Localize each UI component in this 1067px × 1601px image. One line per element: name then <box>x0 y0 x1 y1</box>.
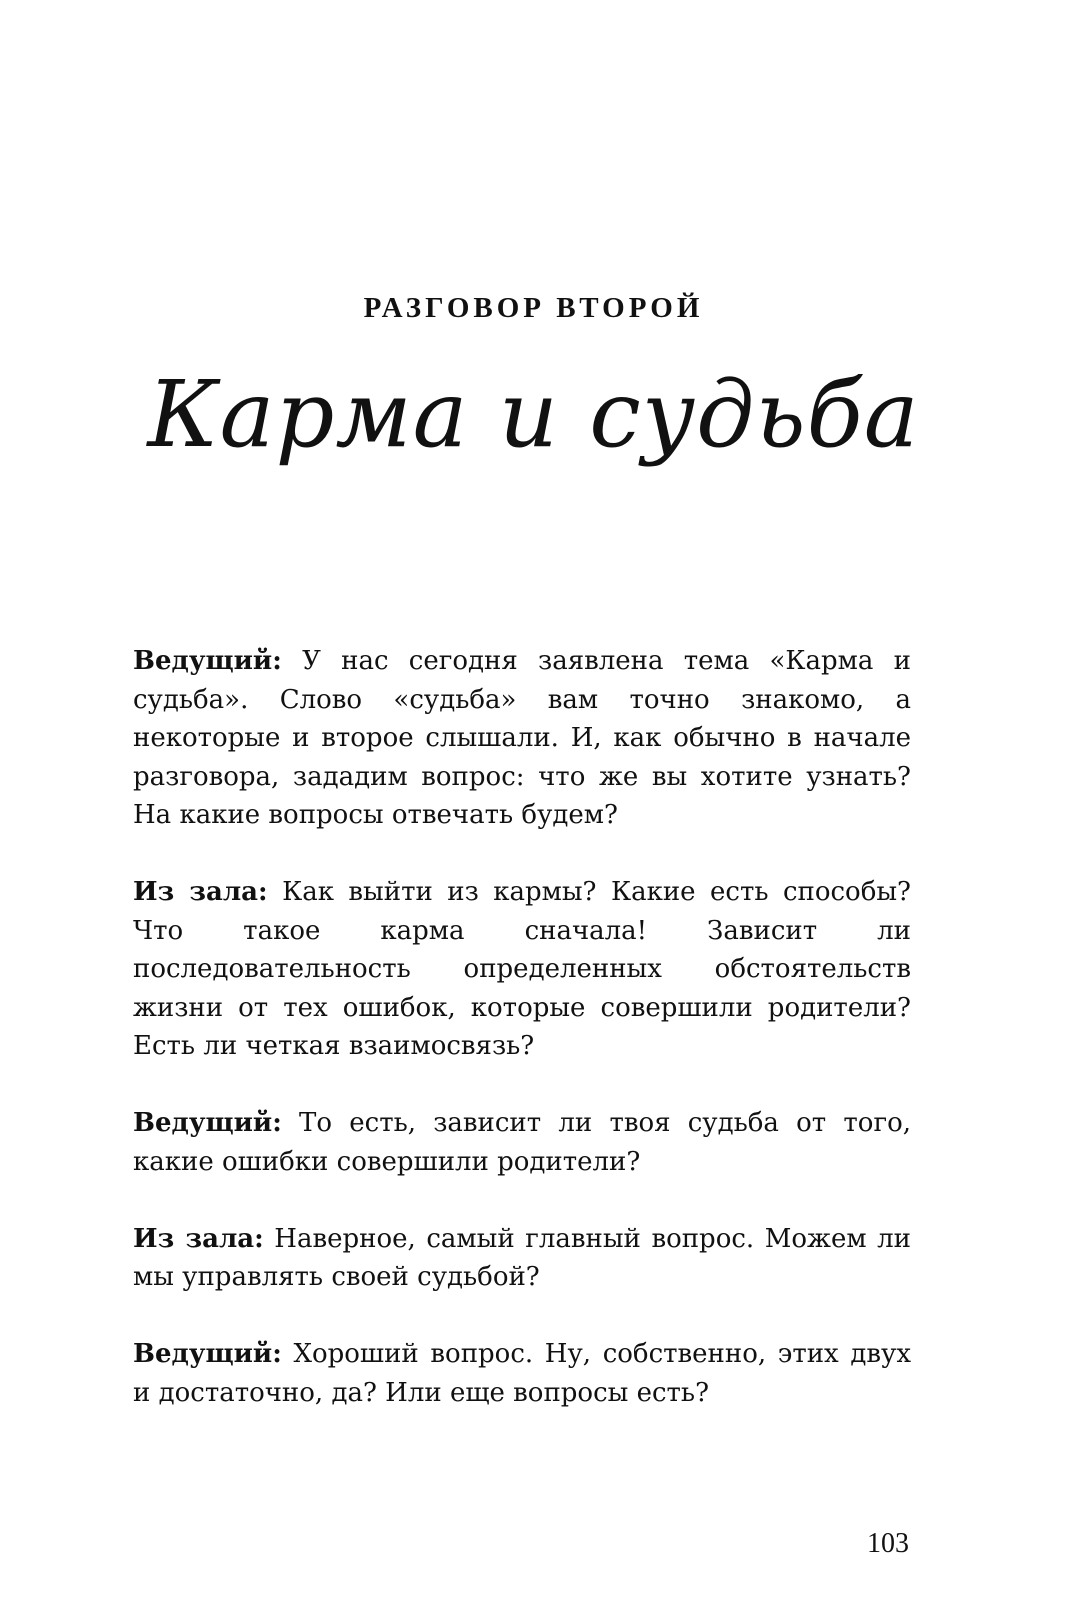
dialogue-paragraph <box>133 873 911 1066</box>
speaker-label: Ведущий: <box>133 1108 282 1138</box>
paragraph-text: У нас сегодня заявлена тема «Карма и судьба». Слово «судьба» вам точно знакомо, а некоторые и второе слышали. И, как обычно в начале разговора, зададим вопрос: что же вы хотите узнать? На какие вопросы отвечать будем? <box>133 646 911 830</box>
speaker-label: Из зала: <box>133 877 268 907</box>
speaker-label: Ведущий: <box>133 646 282 676</box>
speaker-label: Ведущий: <box>133 1339 282 1369</box>
paragraph-text: Наверное, самый главный вопрос. Можем ли мы управлять своей судьбой? <box>133 1223 911 1292</box>
speaker-label: Из зала: <box>133 1223 264 1254</box>
paragraph-text: Как выйти из кармы? Какие есть способы? Что такое карма сначала! Зависит ли последовательность определенных обстоятельств жизни от тех ошибок, которые совершили родители? Есть ли четкая взаимосвязь? <box>133 877 911 1061</box>
page-number: 103 <box>867 1528 909 1559</box>
chapter-title: Карма и судьба <box>147 361 920 468</box>
dialogue-paragraph <box>133 642 911 835</box>
paragraph-text: Хороший вопрос. Ну, собственно, этих двух и достаточно, да? Или еще вопросы есть? <box>133 1339 911 1408</box>
dialogue-paragraph <box>133 1335 911 1412</box>
dialogue-paragraph <box>133 1220 911 1297</box>
dialogue-paragraph <box>133 1104 911 1181</box>
dialogue <box>133 642 911 1451</box>
paragraph-text: То есть, зависит ли твоя судьба от того, какие ошибки совершили родители? <box>133 1108 911 1177</box>
chapter-label: РАЗГОВОР ВТОРОЙ <box>363 292 704 324</box>
